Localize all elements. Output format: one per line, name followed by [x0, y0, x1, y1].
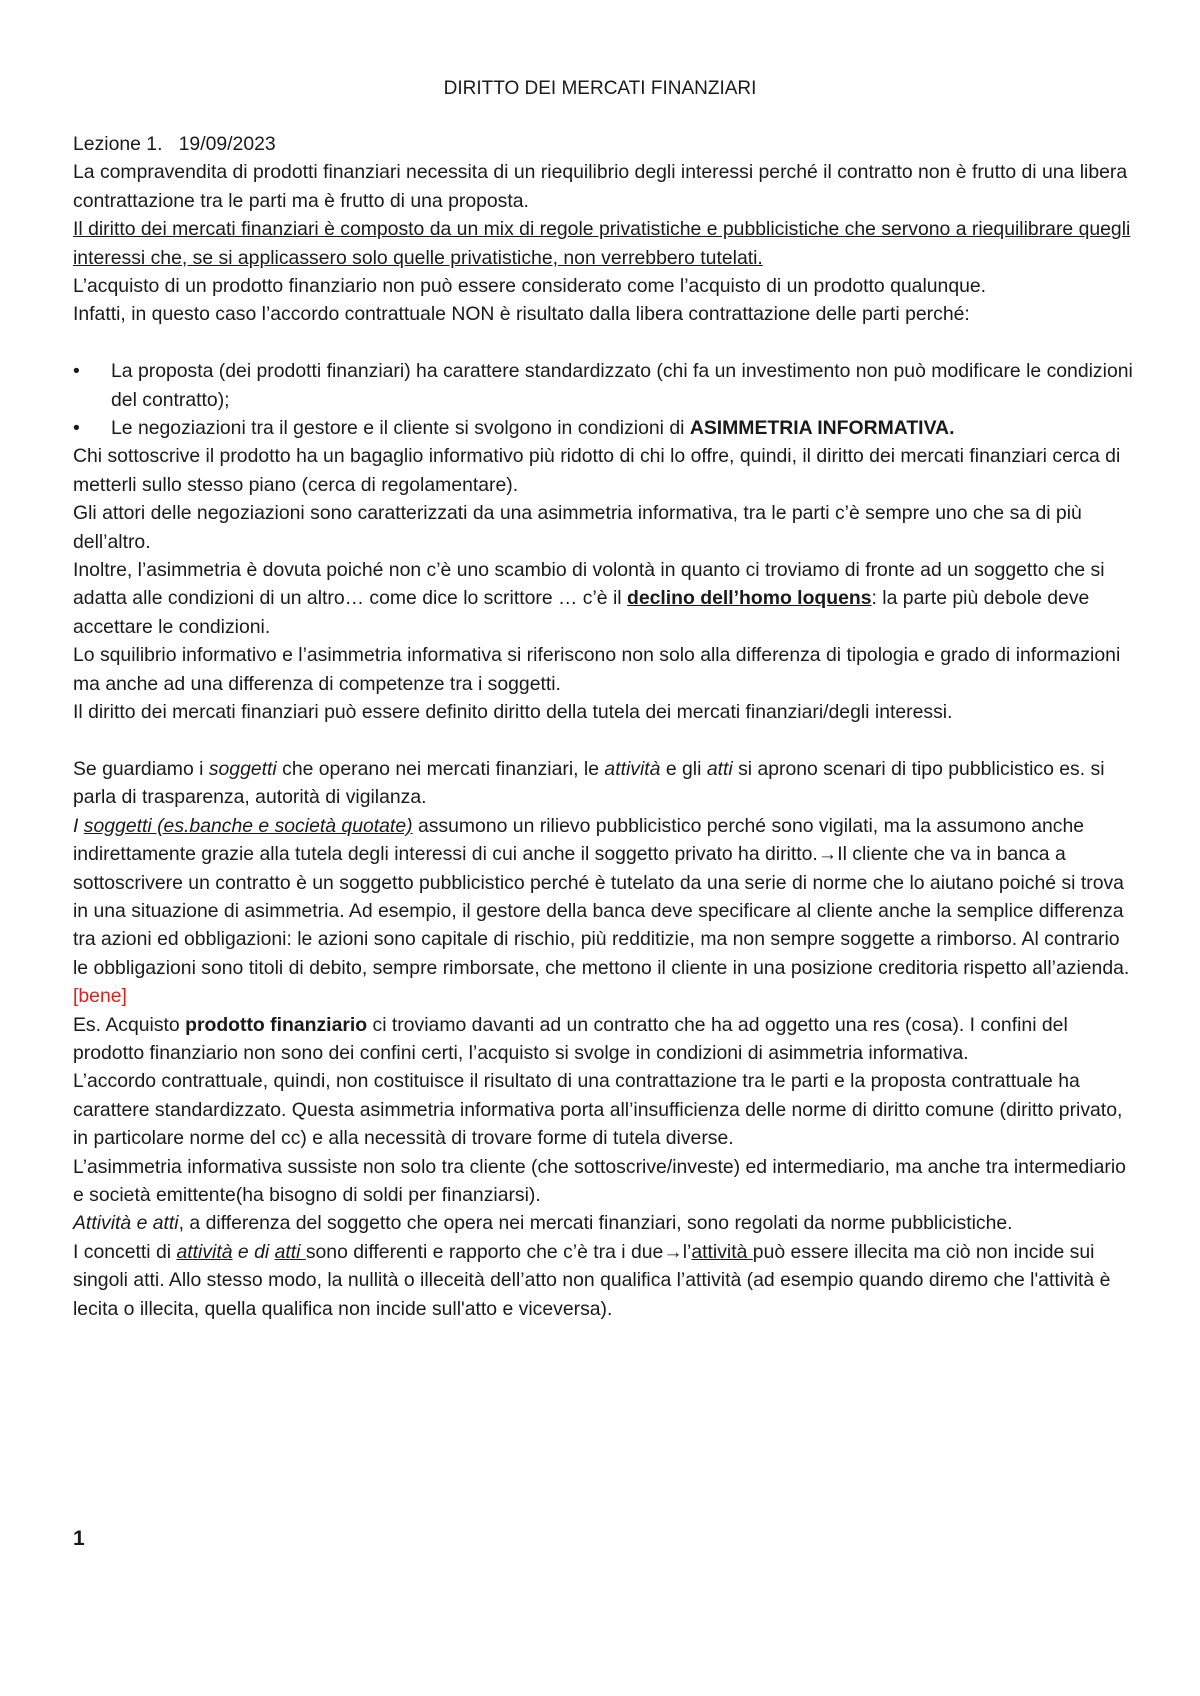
text-run: ci troviamo davanti ad un contratto che ha ad oggetto una res (cosa). I confini del prodotto finanziario non sono dei confini certi, l’acquisto si svolge in condizioni di asimmetria informativa.: [73, 1013, 1068, 1064]
italic-term: atti: [706, 757, 733, 780]
paragraph: [73, 556, 1138, 641]
paragraph: [73, 1011, 1138, 1068]
italic-term: I: [73, 814, 84, 837]
document-title: DIRITTO DEI MERCATI FINANZIARI: [443, 78, 757, 99]
paragraph: Chi sottoscrive il prodotto ha un bagaglio informativo più ridotto di chi lo offre, quindi, il diritto dei mercati finanziari cerca di metterli sullo stesso piano (cerca di regolamentare).: [73, 445, 1121, 496]
text-run: assumono un rilievo pubblicistico perché sono vigilati, ma la assumono anche indirettamente grazie alla tutela degli interessi di cui anche il soggetto privato ha diritto.: [73, 814, 1085, 866]
paragraph: L’asimmetria informativa sussiste non solo tra cliente (che sottoscrive/investe) ed intermediario, ma anche tra intermediario e società emittente(ha bisogno di soldi per finanziarsi).: [73, 1155, 1126, 1206]
bullet-item: [73, 357, 1138, 414]
text-run: : la parte più debole deve accettare le condizioni.: [73, 587, 1090, 638]
arrow-right-icon: →: [663, 1240, 683, 1263]
text-run: l’: [682, 1240, 692, 1263]
bullet-item: [73, 414, 1138, 442]
paragraph: La compravendita di prodotti finanziari necessita di un riequilibrio degli interessi perché il contratto non è frutto di una libera contrattazione tra le parti ma è frutto di una proposta.: [73, 161, 1128, 212]
bold-term: ASIMMETRIA INFORMATIVA.: [689, 417, 955, 440]
paragraph: [73, 755, 1138, 812]
bullet-list: [73, 357, 1138, 442]
text-run: che operano nei mercati finanziari, le: [276, 757, 605, 780]
italic-term: e di: [232, 1240, 275, 1263]
paragraph: L’accordo contrattuale, quindi, non costituisce il risultato di una contrattazione tra le parti e la proposta contrattuale ha carattere standardizzato. Questa asimmetria informativa porta all’insufficienza delle norme di diritto comune (diritto privato, in particolare norme del cc) e alla necessità di trovare forme di tutela diverse.: [73, 1070, 1123, 1150]
paragraph: Infatti, in questo caso l’accordo contrattuale NON è risultato dalla libera contrattazione delle parti perché:: [73, 303, 970, 326]
italic-underlined-term: attività: [176, 1240, 233, 1263]
italic-term: soggetti: [208, 757, 277, 780]
bold-term: prodotto finanziario: [185, 1013, 368, 1036]
paragraph: [73, 812, 1138, 1011]
paragraph: [73, 1209, 1138, 1237]
bold-underlined-term: declino dell’homo loquens: [626, 587, 872, 610]
paragraph: Lo squilibrio informativo e l’asimmetria informativa si riferiscono non solo alla differenza di tipologia e grado di informazioni ma anche ad una differenza di competenze tra i soggetti.: [73, 644, 1121, 695]
text-run: sono differenti e rapporto che c’è tra i due: [305, 1240, 664, 1263]
arrow-right-icon: →: [817, 843, 838, 866]
paragraph: L’acquisto di un prodotto finanziario non può essere considerato come l’acquisto di un prodotto qualunque.: [73, 275, 987, 298]
document-body: [73, 130, 1138, 1323]
italic-term: Attività e atti: [73, 1212, 179, 1235]
text-run: può essere illecita ma ciò non incide sui singoli atti. Allo stesso modo, la nullità o illeceità dell’atto non qualifica l’attività (ad esempio quando diremo che l'attività è lecita o illecita, quella qualifica non incide sull'atto e viceversa).: [73, 1240, 1111, 1320]
text-run: Inoltre, l’asimmetria è dovuta poiché non c’è uno scambio di volontà in quanto ci troviamo di fronte ad un soggetto che si adatta alle condizioni di un altro… come dice lo scrittore … c’è il: [73, 559, 1105, 610]
underlined-term: attività: [691, 1240, 753, 1263]
paragraph: Il diritto dei mercati finanziari può essere definito diritto della tutela dei mercati finanziari/degli interessi.: [73, 701, 953, 724]
page-number: 1: [73, 1527, 85, 1550]
paragraph: [73, 1238, 1138, 1323]
italic-underlined-term: soggetti (es.banche e società quotate): [83, 814, 413, 837]
text-run: e gli: [660, 757, 707, 780]
text-run: Il cliente che va in banca a sottoscrivere un contratto è un soggetto pubblicistico perché è tutelato da una serie di norme che lo aiutano poiché si trova in una situazione di asimmetria. Ad esempio, il gestore della banca deve specificare al cliente anche la semplice differenza tra azioni ed obbligazioni: le azioni sono capitale di rischio, più redditizie, ma non sempre soggette a rimborso. Al contrario le obbligazioni sono titoli di debito, sempre rimborsate, che mettono il cliente in una posizione creditoria rispetto all’azienda.: [73, 843, 1130, 979]
bullet-text: La proposta (dei prodotti finanziari) ha carattere standardizzato (chi fa un investimento non può modificare le condizioni del contratto);: [111, 360, 1133, 411]
bullet-text: Le negoziazioni tra il gestore e il cliente si svolgono in condizioni di: [111, 417, 690, 440]
text-run: I concetti di: [73, 1240, 177, 1263]
italic-underlined-term: atti: [274, 1240, 306, 1263]
text-run: , a differenza del soggetto che opera nei mercati finanziari, sono regolati da norme pubblicistiche.: [178, 1212, 1013, 1235]
red-annotation: [bene]: [73, 985, 127, 1008]
lesson-date: Lezione 1. 19/09/2023: [73, 133, 276, 155]
spacer: [73, 329, 1138, 357]
paragraph-underlined: Il diritto dei mercati finanziari è composto da un mix di regole privatistiche e pubblicistiche che servono a riequilibrare quegli interessi che, se si applicassero solo quelle privatistiche, non verrebbero tutelati.: [73, 218, 1131, 269]
paragraph: Gli attori delle negoziazioni sono caratterizzati da una asimmetria informativa, tra le parti c’è sempre uno che sa di più dell’altro.: [73, 502, 1082, 553]
text-run: Se guardiamo i: [73, 757, 209, 780]
spacer: [73, 727, 1138, 755]
text-run: Es. Acquisto: [73, 1013, 186, 1036]
text-run: si aprono scenari di tipo pubblicistico es. si parla di trasparenza, autorità di vigilanza.: [73, 757, 1105, 809]
italic-term: attività: [604, 757, 661, 780]
